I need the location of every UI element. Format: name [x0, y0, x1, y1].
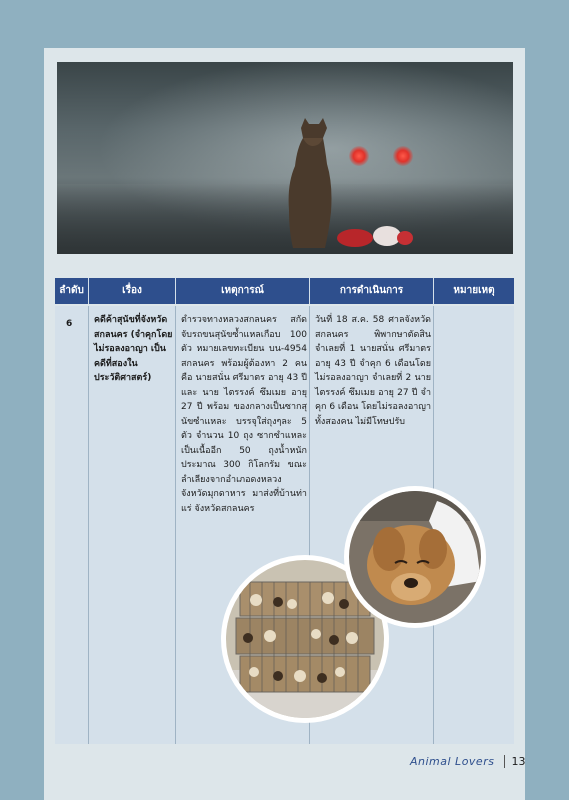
sad-dog-image: [349, 491, 481, 623]
tail-light-right: [393, 146, 413, 166]
row-topic: คดีค้าสุนัขที่จังหวัดสกลนคร (จำคุกโดยไม่รอลงอาญา เป็นคดีที่สองในประวัติศาสตร์): [94, 315, 173, 383]
col-order: [55, 306, 89, 744]
page-footer: [410, 752, 525, 770]
hero-photo-dog-on-road: [57, 62, 513, 254]
row-number: 6: [66, 319, 73, 329]
header-event: เหตุการณ์: [176, 278, 310, 304]
tail-light-left: [349, 146, 369, 166]
header-action: การดำเนินการ: [310, 278, 434, 304]
row-event: ตำรวจทางหลวงสกลนคร สกัดจับรถขนสุนัขซ้ำแหลเกือบ 100 ตัว หมายเลขทะเบียน บน-4954 สกลนคร พร้อมผู้ต้องหา 2 คน คือ นายสนั่น ศรีมาตร อายุ 43 ปี และ นาย ไตรรงค์ ซึมเมย อายุ 27 ปี พร้อม ของกลางเป็นซากสุนัขซำแหละ บรรจุใส่ถุงๆละ 5 ตัว จำนวน 10 ถุง ซากซำแหละเป็นเนื้ออีก 50 ถุงน้ำหนักประมาณ 300 กิโลกรัม ขณะลำเลียงจากอำเภอดงหลวง จังหวัดมุกดาหาร มาส่งที่บ้านท่าแร่ จังหวัดสกลนคร: [181, 315, 307, 514]
row-action: วันที่ 18 ส.ค. 58 ศาลจังหวัดสกลนคร พิพากษาตัดสินจำเลยที่ 1 นายสนั่น ศรีมาตร อายุ 43 ปี จำคุก 6 เดือนโดยไม่รอลงอาญา จำเลยที่ 2 นาย ไตรรงค์ ซึมเมย อายุ 27 ปี จำคุก 6 เดือน โดยไม่รอลงอาญา ทั้งสองคน ไม่มีโทษปรับ: [315, 315, 431, 427]
page-number: 13: [504, 755, 525, 768]
footer-brand: Animal Lovers: [410, 754, 495, 768]
header-note: หมายเหตุ: [434, 278, 514, 304]
header-topic: เรื่อง: [89, 278, 176, 304]
toy-doll: [335, 222, 415, 250]
photo-sad-dog: [344, 486, 486, 628]
header-order: ลำดับ: [55, 278, 89, 304]
